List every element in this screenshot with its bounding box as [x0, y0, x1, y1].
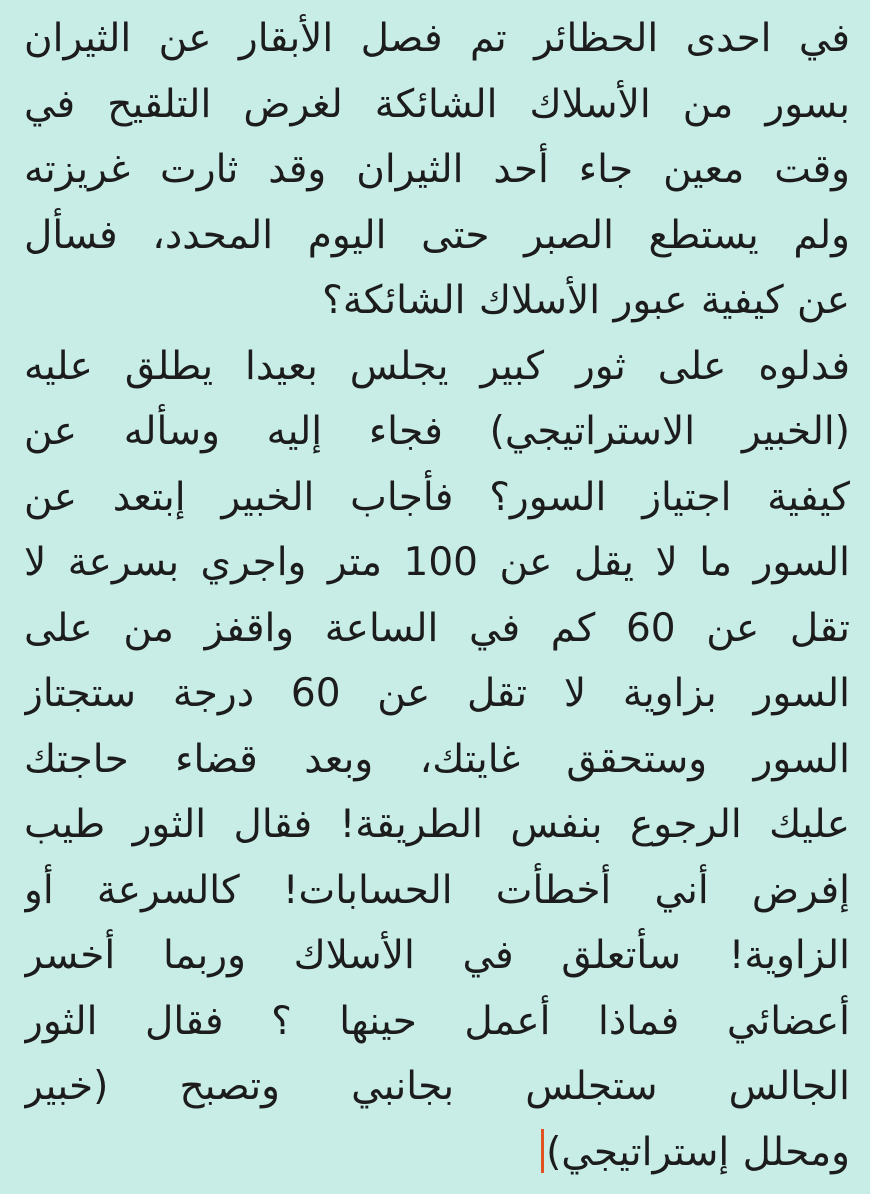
document-text[interactable] [24, 6, 850, 1185]
text-line: أعضائي فماذا أعمل حينها ؟ فقال الثور [24, 998, 850, 1044]
text-line: بسور من الأسلاك الشائكة لغرض التلقيح في [24, 81, 850, 127]
text-line: إفرض أني أخطأت الحسابات! كالسرعة أو [24, 867, 850, 913]
text-line: كيفية اجتياز السور؟ فأجاب الخبير إبتعد عن [24, 474, 850, 520]
last-text-line [24, 1120, 850, 1186]
text-line: عن كيفية عبور الأسلاك الشائكة؟ [322, 278, 850, 323]
text-line: السور وستحقق غايتك، وبعد قضاء حاجتك [24, 736, 850, 782]
text-line: (الخبير الاستراتيجي) فجاء إليه وسأله عن [24, 409, 850, 454]
text-line: في احدى الحظائر تم فصل الأبقار عن الثيران [24, 16, 850, 61]
text-line: الزاوية! سأتعلق في الأسلاك وربما أخسر [24, 933, 850, 978]
text-cursor [541, 1129, 544, 1173]
text-line: السور ما لا يقل عن 100 متر واجري بسرعة لا [24, 540, 850, 585]
text-line: الجالس ستجلس بجانبي وتصبح (خبير [24, 1064, 850, 1109]
text-line-content: ومحلل إستراتيجي) [546, 1129, 850, 1175]
text-line: ولم يستطع الصبر حتى اليوم المحدد، فسأل [24, 212, 850, 258]
text-line: فدلوه على ثور كبير يجلس بعيدا يطلق عليه [24, 343, 850, 389]
text-line: وقت معين جاء أحد الثيران وقد ثارت غريزته [24, 147, 850, 192]
text-line: تقل عن 60 كم في الساعة واقفز من على [24, 605, 850, 651]
text-line: السور بزاوية لا تقل عن 60 درجة ستجتاز [24, 671, 850, 716]
text-line: عليك الرجوع بنفس الطريقة! فقال الثور طيب [24, 802, 850, 847]
